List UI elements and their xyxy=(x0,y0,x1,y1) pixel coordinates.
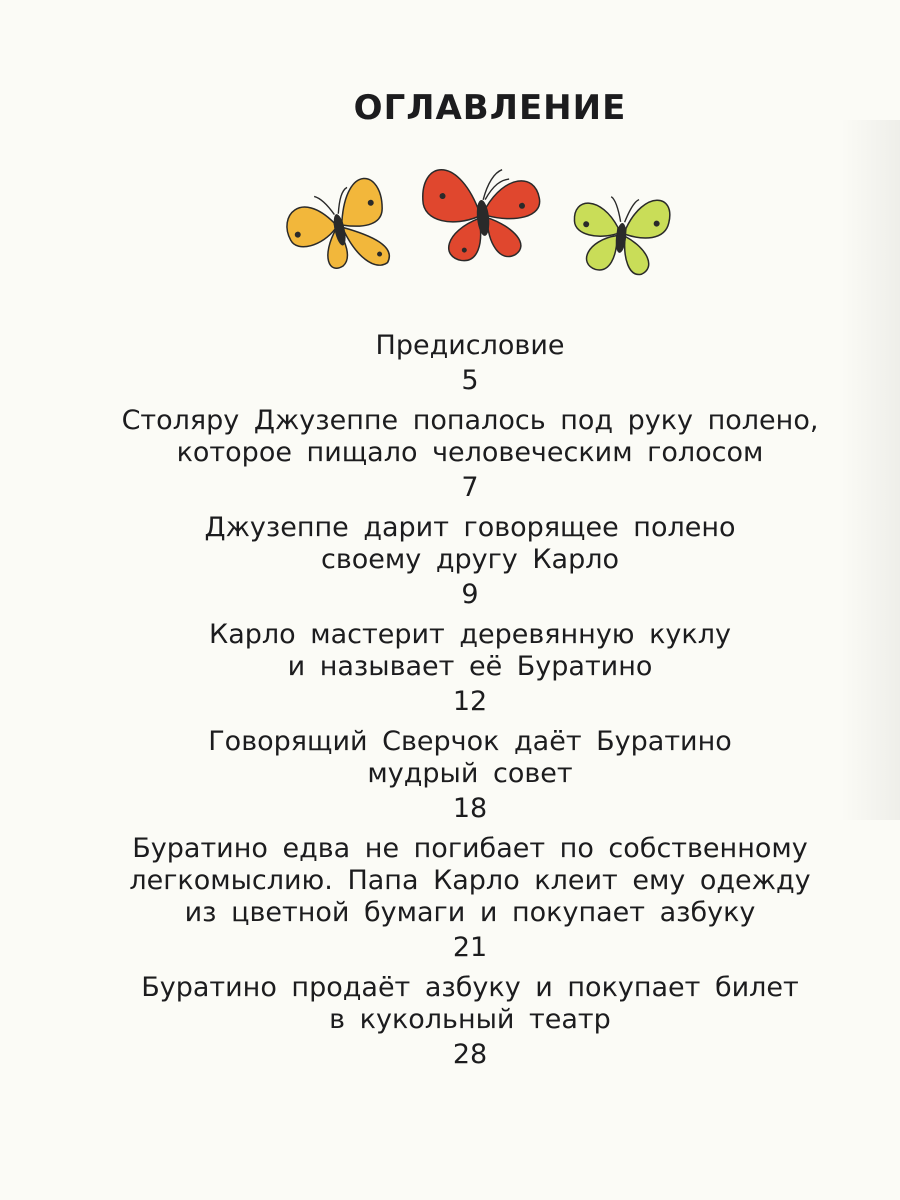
toc-chapter-title-line: которое пищало человеческим голосом xyxy=(176,437,764,468)
toc-chapter-title-line: мудрый совет xyxy=(367,758,573,789)
toc-entry xyxy=(90,726,850,825)
page-title: ОГЛАВЛЕНИЕ xyxy=(353,88,627,128)
toc-entry xyxy=(90,330,850,397)
toc-chapter-title-line: Джузеппе дарит говорящее полено xyxy=(204,512,736,543)
toc-entry xyxy=(90,833,850,964)
toc-chapter-title-line: своему другу Карло xyxy=(321,544,619,575)
toc-page-number: 7 xyxy=(461,472,479,503)
toc-chapter-title-line: Карло мастерит деревянную куклу xyxy=(209,619,731,650)
toc-chapter-title-line: Говорящий Сверчок даёт Буратино xyxy=(208,726,732,757)
toc-page-number: 12 xyxy=(452,686,488,717)
toc-page-number: 28 xyxy=(452,1039,488,1070)
toc-chapter-title-line: Буратино едва не погибает по собственному xyxy=(132,833,808,864)
toc-chapter-title-line: в кукольный театр xyxy=(329,1004,611,1035)
toc-page-number: 5 xyxy=(461,365,479,396)
toc-entry xyxy=(90,619,850,718)
toc-chapter-title-line: Предисловие xyxy=(375,330,565,361)
toc-page-number: 18 xyxy=(452,793,488,824)
butterfly-green-icon xyxy=(569,192,671,277)
toc-chapter-title-line: легкомыслию. Папа Карло клеит ему одежду xyxy=(129,865,811,896)
table-of-contents xyxy=(90,330,850,1079)
toc-entry xyxy=(90,972,850,1071)
butterfly-orange-icon xyxy=(280,176,395,283)
toc-chapter-title-line: и называет её Буратино xyxy=(287,651,653,682)
toc-entry xyxy=(90,512,850,611)
toc-page-number: 9 xyxy=(461,579,479,610)
toc-chapter-title-line: Буратино продаёт азбуку и покупает билет xyxy=(141,972,799,1003)
butterfly-red-icon xyxy=(420,160,545,265)
toc-entry xyxy=(90,405,850,504)
toc-chapter-title-line: Столяру Джузеппе попалось под руку полено, xyxy=(121,405,819,436)
toc-chapter-title-line: из цветной бумаги и покупает азбуку xyxy=(184,897,756,928)
toc-page-number: 21 xyxy=(452,932,488,963)
butterflies-illustration xyxy=(270,160,690,290)
